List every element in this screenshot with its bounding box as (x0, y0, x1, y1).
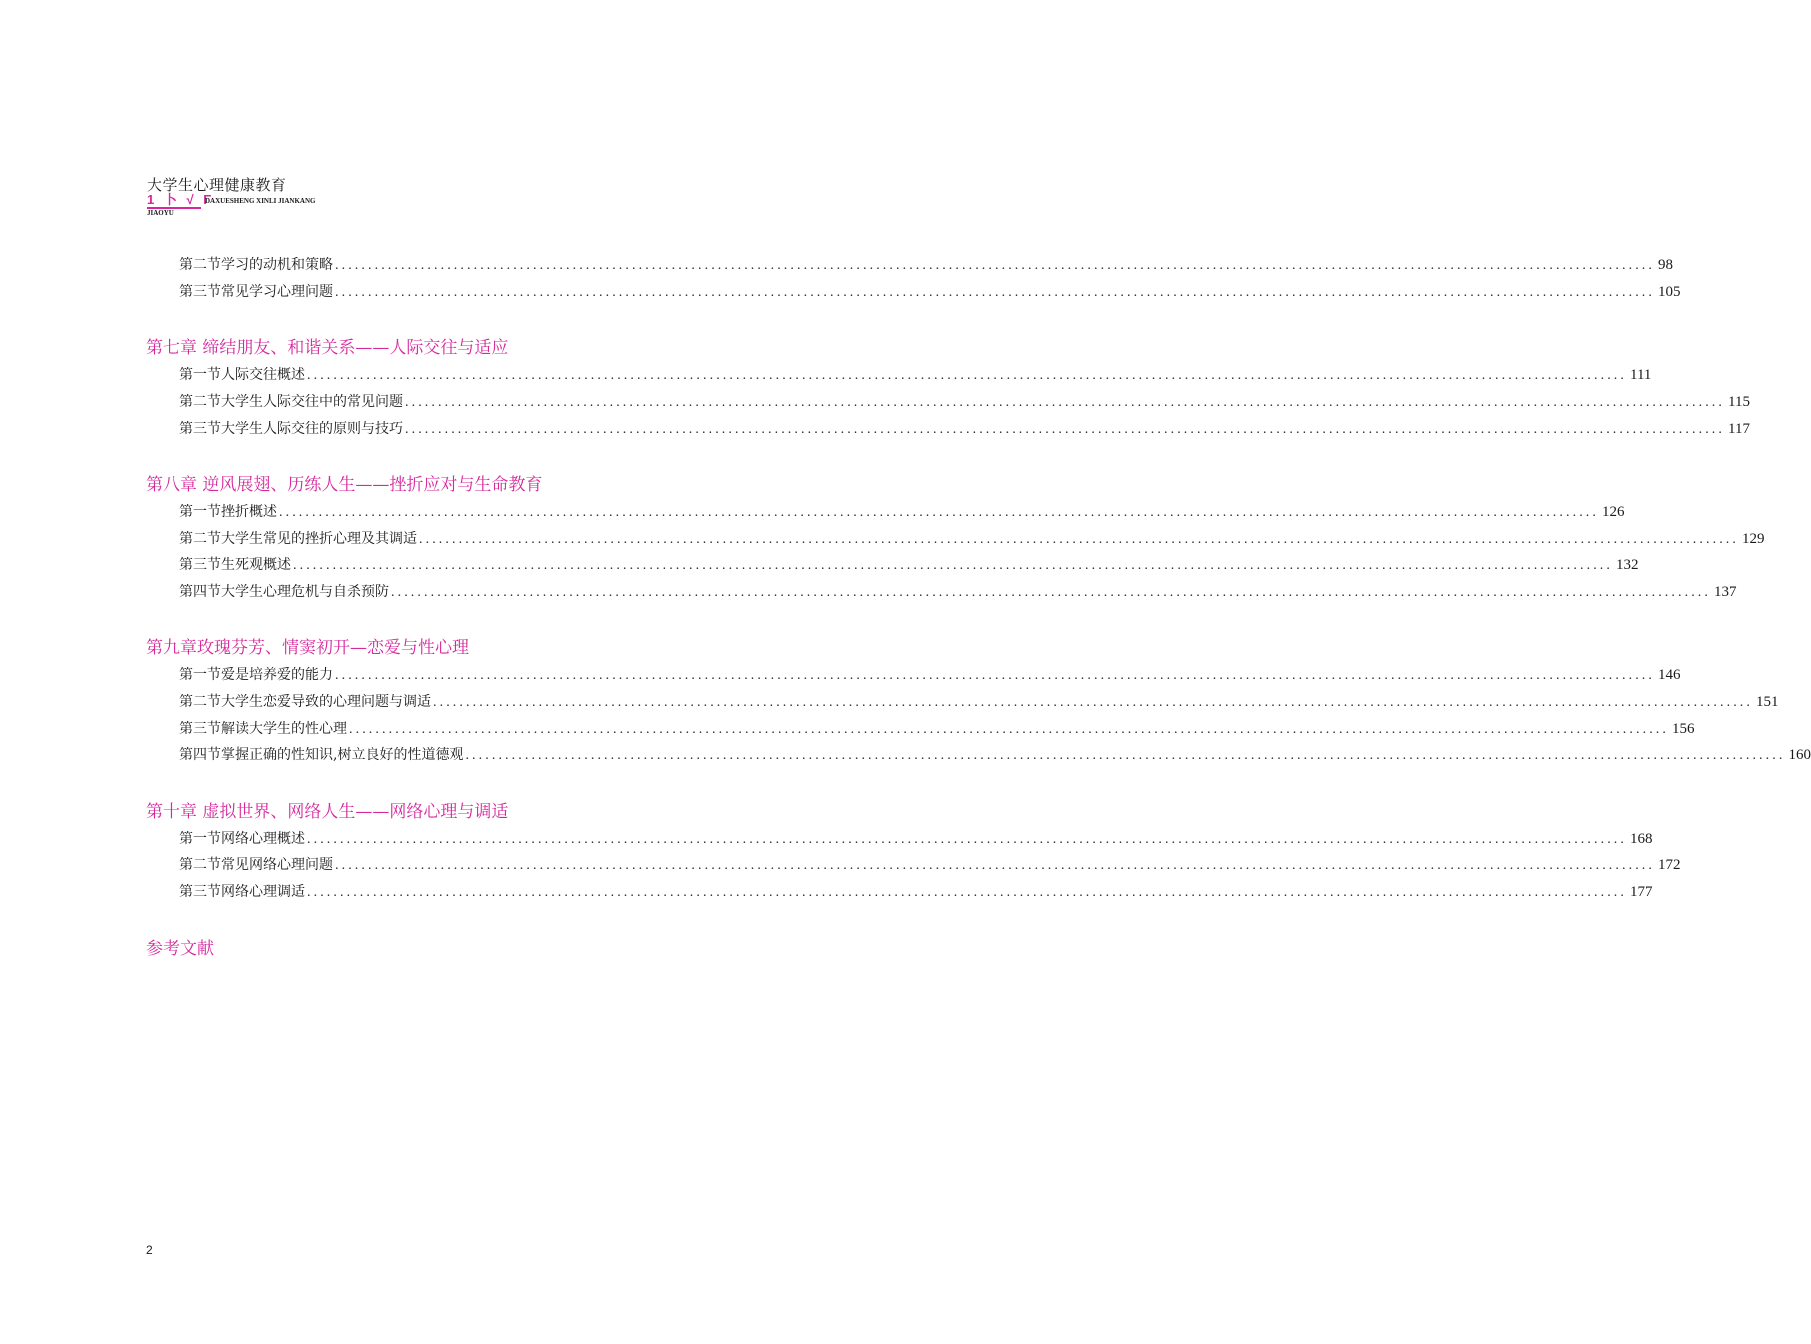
toc-entry-page: 172 (1658, 857, 1681, 873)
logo-pinyin: DAXUESHENG XINLI JIANKANG (205, 197, 316, 205)
book-title: 大学生心理健康教育 (147, 176, 287, 194)
toc-leader-dots: ........................................................................................................................................................................................................ (307, 832, 1627, 847)
toc-leader-dots: ........................................................................................................................................................................................................ (391, 585, 1711, 600)
logo-pinyin-2: JIAOYU (147, 209, 174, 217)
toc-entry-label: 第二节大学生人际交往中的常见问题 (179, 394, 403, 410)
toc-entry-label: 第四节大学生心理危机与自杀预防 (179, 584, 389, 600)
toc-entry[interactable] (179, 828, 1653, 850)
toc-entry-page: 132 (1616, 557, 1639, 573)
toc-leader-dots: ........................................................................................................................................................................................................ (335, 668, 1655, 683)
toc-entry[interactable] (179, 664, 1681, 686)
publisher-logo (147, 192, 447, 209)
toc-entry-page: 111 (1630, 367, 1652, 383)
toc-entry-page: 151 (1756, 694, 1779, 710)
toc-entry-page: 117 (1728, 421, 1750, 437)
toc-entry-label: 第二节学习的动机和策略 (179, 257, 333, 273)
toc-entry[interactable] (179, 554, 1639, 576)
toc-entry[interactable] (179, 581, 1737, 603)
page-number: 2 (146, 1243, 153, 1257)
logo-mark: 1 卜 √ Γ (147, 192, 215, 207)
toc-leader-dots: ........................................................................................................................................................................................................ (335, 858, 1655, 873)
toc-leader-dots: ........................................................................................................................................................................................................ (335, 258, 1655, 273)
chapter-heading[interactable]: 第九章玫瑰芬芳、情窦初开—恋爱与性心理 (146, 638, 469, 658)
toc-leader-dots: ........................................................................................................................................................................................................ (335, 285, 1655, 300)
toc-entry-label: 第一节网络心理概述 (179, 831, 305, 847)
toc-entry-label: 第三节生死观概述 (179, 557, 291, 573)
toc-leader-dots: ........................................................................................................................................................................................................ (405, 422, 1725, 437)
toc-leader-dots: ........................................................................................................................................................................................................ (433, 695, 1753, 710)
chapter-heading[interactable]: 第十章 虚拟世界、网络人生——网络心理与调适 (146, 802, 509, 822)
toc-entry[interactable] (179, 718, 1695, 740)
toc-entry-page: 137 (1714, 584, 1737, 600)
toc-entry-page: 115 (1728, 394, 1750, 410)
toc-entry-page: 129 (1742, 531, 1765, 547)
toc-entry[interactable] (179, 364, 1652, 386)
toc-entry[interactable] (179, 254, 1673, 276)
toc-entry-page: 168 (1630, 831, 1653, 847)
toc-entry[interactable] (179, 528, 1765, 550)
running-header (147, 176, 447, 218)
toc-entry[interactable] (179, 391, 1750, 413)
toc-leader-dots: ........................................................................................................................................................................................................ (419, 532, 1739, 547)
toc-leader-dots: ........................................................................................................................................................................................................ (405, 395, 1725, 410)
toc-entry[interactable] (179, 281, 1681, 303)
toc-leader-dots: ........................................................................................................................................................................................................ (349, 722, 1669, 737)
toc-entry[interactable] (179, 854, 1681, 876)
toc-entry-label: 第一节人际交往概述 (179, 367, 305, 383)
toc-entry-label: 第一节挫折概述 (179, 504, 277, 520)
toc-entry[interactable] (179, 881, 1653, 903)
toc-entry-label: 第二节常见网络心理问题 (179, 857, 333, 873)
toc-entry[interactable] (179, 418, 1750, 440)
chapter-heading[interactable]: 第八章 逆风展翅、历练人生——挫折应对与生命教育 (146, 475, 543, 495)
toc-entry-page: 160 (1788, 747, 1811, 763)
toc-entry-page: 146 (1658, 667, 1681, 683)
toc-entry-label: 第三节网络心理调适 (179, 884, 305, 900)
toc-entry-label: 第三节大学生人际交往的原则与技巧 (179, 421, 403, 437)
references-heading[interactable]: 参考文献 (146, 939, 214, 959)
toc-entry-label: 第一节爱是培养爱的能力 (179, 667, 333, 683)
toc-entry-page: 177 (1630, 884, 1653, 900)
toc-leader-dots: ........................................................................................................................................................................................................ (307, 885, 1627, 900)
toc-leader-dots: ........................................................................................................................................................................................................ (279, 505, 1599, 520)
toc-entry-page: 156 (1672, 721, 1695, 737)
toc-entry-page: 98 (1658, 257, 1673, 273)
toc-entry[interactable] (179, 691, 1779, 713)
toc-leader-dots: ........................................................................................................................................................................................................ (307, 368, 1627, 383)
toc-entry-label: 第二节大学生恋爱导致的心理问题与调适 (179, 694, 431, 710)
toc-entry-label: 第四节掌握正确的性知识,树立良好的性道德观 (179, 747, 464, 763)
chapter-heading[interactable]: 第七章 缔结朋友、和谐关系——人际交往与适应 (146, 338, 509, 358)
toc-leader-dots: ........................................................................................................................................................................................................ (293, 558, 1613, 573)
toc-entry-label: 第二节大学生常见的挫折心理及其调适 (179, 531, 417, 547)
toc-entry[interactable] (179, 501, 1625, 523)
toc-entry-page: 126 (1602, 504, 1625, 520)
toc-leader-dots: ........................................................................................................................................................................................................ (465, 748, 1786, 763)
toc-entry-page: 105 (1658, 284, 1681, 300)
toc-entry[interactable] (179, 744, 1811, 766)
toc-entry-label: 第三节常见学习心理问题 (179, 284, 333, 300)
toc-entry-label: 第三节解读大学生的性心理 (179, 721, 347, 737)
